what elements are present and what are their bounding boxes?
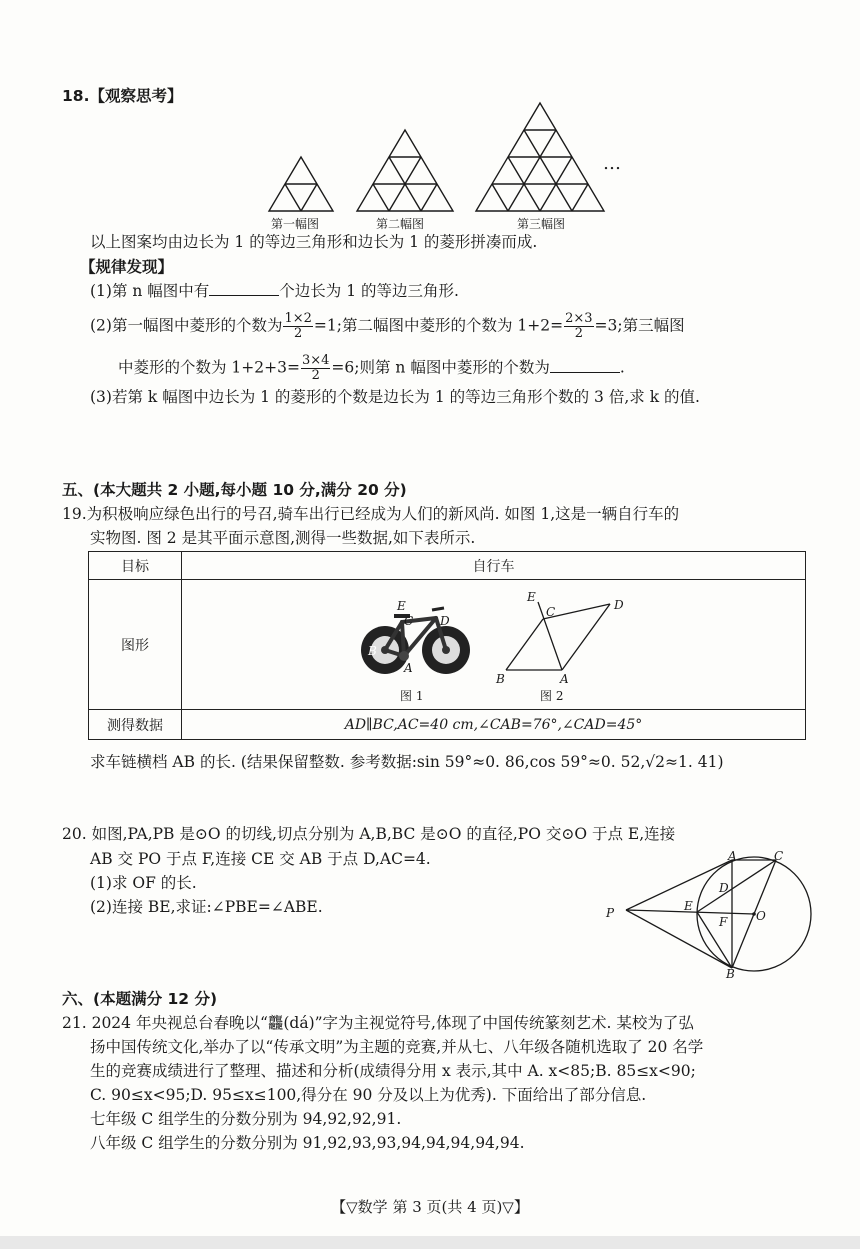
table-header-bike: 自行车 [182,552,806,580]
page-bottom-edge [0,1236,860,1249]
q18-intro: 以上图案均由边长为 1 的等边三角形和边长为 1 的菱形拼凑而成. [90,233,538,251]
q20-label-b: B [726,967,735,981]
bike-label-a: A [404,661,413,675]
table-data-value: AD∥BC,AC=40 cm,∠CAB=76°,∠CAD=45° [182,710,806,740]
q19-line2: 实物图. 图 2 是其平面示意图,测得一些数据,如下表所示. [90,529,476,547]
fig1-caption: 图 1 [400,689,424,703]
q20-label-a: A [728,849,737,863]
bicycle-photo [358,598,473,680]
q20-label-o: O [756,909,766,923]
figure-1 [269,157,333,211]
bike-label-b: B [368,644,377,658]
q21-line4: C. 90≤x<95;D. 95≤x≤100,得分在 90 分及以上为优秀). 下面给出了部分信息. [90,1086,647,1104]
bike-label-e: E [397,599,406,613]
fig2-label-e: E [527,590,536,604]
figure-2 [357,130,453,211]
q18-part2-line2: 中菱形的个数为 1+2+3= $\frac{3\times 4}{2}$ =6;则第 n 幅图中菱形的个数为 . [118,353,625,383]
q20-label-d: D [719,881,729,895]
fig1-label: 第一幅图 [271,217,320,231]
section6-heading: 六、(本题满分 12 分) [62,990,218,1008]
q21-line5: 七年级 C 组学生的分数分别为 94,92,92,91. [90,1110,402,1128]
fig2-label-d: D [614,598,624,612]
fig2-label: 第二幅图 [376,217,425,231]
q20-circle-figure [600,840,820,980]
q20-part2: (2)连接 BE,求证:∠PBE=∠ABE. [90,898,323,916]
q18-part3: (3)若第 k 幅图中边长为 1 的菱形的个数是边长为 1 的等边三角形个数的 3 倍,求 k 的值. [90,388,700,406]
q20-line2: AB 交 PO 于点 F,连接 CE 交 AB 于点 D,AC=4. [90,850,431,868]
q19-question: 求车链横档 AB 的长. (结果保留整数. 参考数据:sin 59°≈0. 86,cos 59°≈0. 52,√2≈1. 41) [90,753,724,771]
q20-part1: (1)求 OF 的长. [90,874,197,892]
table-row-figure-label: 图形 [89,580,182,710]
q19-line1: 19.为积极响应绿色出行的号召,骑车出行已经成为人们的新风尚. 如图 1,这是一辆自行车的 [62,505,680,523]
q20-label-e: E [684,899,693,913]
ellipsis: … [603,153,621,174]
table-header-target: 目标 [89,552,182,580]
bike-label-d: D [440,614,450,628]
q20-line1: 20. 如图,PA,PB 是⊙O 的切线,切点分别为 A,B,BC 是⊙O 的直径,PO 交⊙O 于点 E,连接 [62,825,676,843]
q20-label-f: F [719,915,728,929]
q18-part1: (1)第 n 幅图中有 个边长为 1 的等边三角形. [90,282,459,300]
section5-heading: 五、(本大题共 2 小题,每小题 10 分,满分 20 分) [62,481,407,499]
q21-line3: 生的竞赛成绩进行了整理、描述和分析(成绩得分用 x 表示,其中 A. x<85;B. 85≤x<90; [90,1062,696,1080]
q21-line6: 八年级 C 组学生的分数分别为 91,92,93,93,94,94,94,94,94. [90,1134,525,1152]
page-footer: 【▽数学 第 3 页(共 4 页)▽】 [331,1198,529,1216]
q20-label-c: C [774,849,784,863]
q18-part2-line1: (2)第一幅图中菱形的个数为 $\frac{1\times 2}{2}$ =1;第二幅图中菱形的个数为 1+2= $\frac{2\times 3}{2}$ =3;第三幅图 [90,311,685,341]
figure-3 [476,103,604,211]
q21-line2: 扬中国传统文化,举办了以“传承文明”为主题的竞赛,并从七、八年级各随机选取了 20 名学 [90,1038,704,1056]
fig2-label-b: B [496,672,505,686]
q18-title: 18.【观察思考】 [62,87,183,105]
table-row-data-label: 测得数据 [89,710,182,740]
bike-label-c: C [404,614,414,628]
fig3-label: 第三幅图 [517,217,566,231]
fig2-label-c: C [546,605,556,619]
rule-heading: 【规律发现】 [80,258,174,276]
fig2-label-a: A [560,672,569,686]
q20-label-p: P [606,906,615,920]
q21-line1: 21. 2024 年央视总台春晚以“龘(dá)”字为主视觉符号,体现了中国传统篆刻艺术. 某校为了弘 [62,1014,694,1032]
fig2-caption: 图 2 [540,689,564,703]
